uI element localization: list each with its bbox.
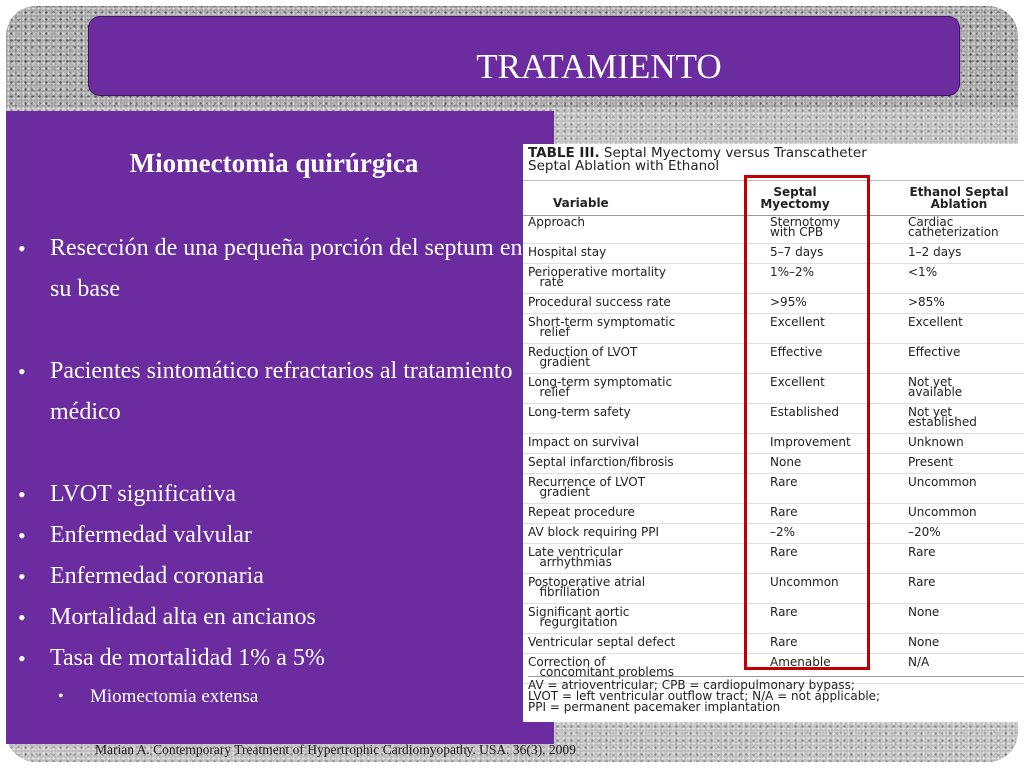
bullet-text: Miomectomia extensa [90,686,259,707]
cell-septal-myectomy: >95% [770,295,807,309]
cell-variable: Postoperative atrial fibrillation [528,575,646,599]
bullet-icon: • [18,564,26,589]
header-ethanol-ablation: Ethanol Septal Ablation [909,185,1009,211]
cell-variable: Ventricular septal defect [528,635,676,649]
bullet-text: Pacientes sintomático refractarios al tratamiento médico [50,358,513,425]
cell-septal-myectomy: 1%–2% [770,265,815,279]
bullet-icon: • [18,236,26,261]
slide-title: TRATAMIENTO [476,47,722,86]
bullet-item [18,515,538,556]
cell-ethanol-ablation: Unknown [908,435,964,449]
cell-ethanol-ablation: Excellent [908,315,963,329]
bullet-text: Resección de una pequeña porción del septum en su base [50,235,523,302]
cell-ethanol-ablation: Not yet established [908,405,977,429]
cell-septal-myectomy: Sternotomy with CPB [770,215,841,239]
cell-ethanol-ablation: Cardiac catheterization [908,215,999,239]
bullet-item [18,638,538,679]
cell-ethanol-ablation: N/A [908,655,930,669]
table-caption-line1: Septal Myectomy versus Transcatheter [599,145,867,161]
bullet-item [18,228,538,310]
cell-ethanol-ablation: Not yet available [908,375,963,399]
cell-ethanol-ablation: None [908,635,940,649]
cell-septal-myectomy: Uncommon [770,575,839,589]
cell-septal-myectomy: Improvement [770,435,851,449]
highlight-box [744,175,870,670]
table-caption [528,147,1024,173]
cell-ethanol-ablation: <1% [908,265,938,279]
sub-bullet-item [18,681,538,713]
bullet-text: Tasa de mortalidad 1% a 5% [50,645,325,671]
bullet-list [18,228,538,713]
table-caption-line2: Septal Ablation with Ethanol [528,158,720,174]
cell-septal-myectomy: Rare [770,635,798,649]
cell-septal-myectomy: Rare [770,475,798,489]
subheading: Miomectomia quirúrgica [129,148,419,178]
cell-ethanol-ablation: Uncommon [908,505,977,519]
bullet-icon: • [58,688,64,705]
header-variable: Variable [553,196,609,210]
cell-variable: Recurrence of LVOT gradient [528,475,646,499]
cell-septal-myectomy: Rare [770,505,798,519]
cell-ethanol-ablation: 1–2 days [908,245,962,259]
cell-ethanol-ablation: >85% [908,295,945,309]
bullet-item [18,597,538,638]
bullet-icon: • [18,482,26,507]
cell-variable: Approach [528,215,586,229]
cell-variable: Correction of concomitant problems [528,655,675,679]
cell-variable: Procedural success rate [528,295,671,309]
cell-variable: Significant aortic regurgitation [528,605,630,629]
cell-variable: Reduction of LVOT gradient [528,345,638,369]
cell-ethanol-ablation: Rare [908,545,936,559]
cell-septal-myectomy: Amenable [770,655,831,669]
bullet-item [18,474,538,515]
cell-variable: Septal infarction/fibrosis [528,455,674,469]
cell-septal-myectomy: 5–7 days [770,245,824,259]
cell-ethanol-ablation: Effective [908,345,961,359]
cell-variable: Short-term symptomatic relief [528,315,676,339]
title-banner [88,16,960,96]
cell-variable: Repeat procedure [528,505,635,519]
cell-variable: AV block requiring PPI [528,525,660,539]
cell-ethanol-ablation: None [908,605,940,619]
bullet-icon: • [18,646,26,671]
bullet-text: Enfermedad coronaria [50,563,264,589]
cell-variable: Perioperative mortality rate [528,265,666,289]
cell-variable: Hospital stay [528,245,607,259]
bullet-text: LVOT significativa [50,481,236,507]
cell-variable: Late ventricular arrhythmias [528,545,623,569]
cell-septal-myectomy: Rare [770,605,798,619]
bullet-text: Mortalidad alta en ancianos [50,604,316,630]
cell-septal-myectomy: Rare [770,545,798,559]
table-label: TABLE III. [528,145,600,161]
cell-ethanol-ablation: Present [908,455,954,469]
header-septal-myectomy: Septal Myectomy [760,185,830,211]
bullet-icon: • [18,605,26,630]
cell-septal-myectomy: None [770,455,802,469]
bullet-icon: • [18,359,26,384]
cell-variable: Long-term symptomatic relief [528,375,673,399]
cell-septal-myectomy: Excellent [770,375,825,389]
cell-variable: Long-term safety [528,405,631,419]
cell-septal-myectomy: –2% [770,525,796,539]
bullet-icon: • [18,523,26,548]
cell-ethanol-ablation: Uncommon [908,475,977,489]
citation: Marian A. Contemporary Treatment of Hypertrophic Cardiomyopathy. USA. 36(3). 2009 [95,742,576,757]
cell-ethanol-ablation: –20% [908,525,941,539]
cell-septal-myectomy: Excellent [770,315,825,329]
cell-septal-myectomy: Established [770,405,840,419]
cell-septal-myectomy: Effective [770,345,823,359]
cell-variable: Impact on survival [528,435,640,449]
table-footnote: AV = atrioventricular; CPB = cardiopulmonary bypass; LVOT = left ventricular outflow tract; N/A = not applicable; PPI = permanent pacemaker implantation [528,676,1024,713]
bullet-item [18,556,538,597]
bullet-text: Enfermedad valvular [50,522,252,548]
bullet-item [18,351,538,433]
cell-ethanol-ablation: Rare [908,575,936,589]
